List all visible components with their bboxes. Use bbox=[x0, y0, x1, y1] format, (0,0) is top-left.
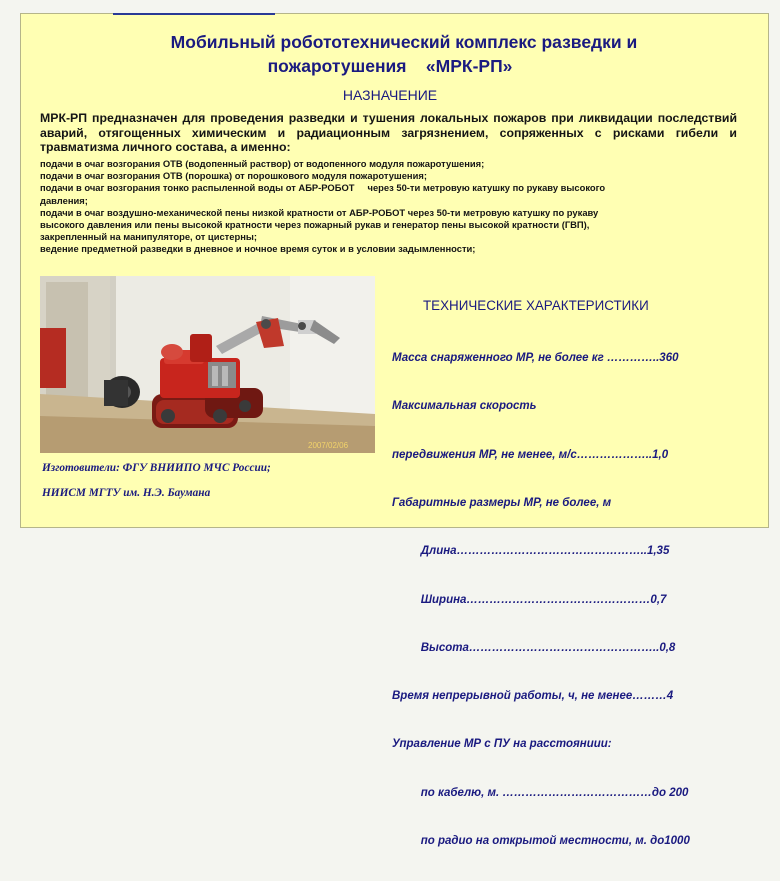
title-line-2 bbox=[0, 54, 780, 78]
spec-line: по радио на открытой местности, м. до1000 bbox=[392, 835, 690, 847]
robot-photo bbox=[40, 276, 375, 453]
spec-line: Высота…………………………………………..0,8 bbox=[392, 641, 676, 654]
purpose-list bbox=[40, 158, 737, 256]
spec-line: передвижения МР, не менее, м/с………………..1,0 bbox=[392, 448, 669, 461]
list-item: подачи в очаг возгорания тонко распыленной воды от АБР-РОБОТ через 50-ти метровую катушку по рукаву высокого bbox=[40, 182, 606, 194]
list-item: подачи в очаг возгорания ОТВ (водопенный раствор) от водопенного модуля пожаротушения; bbox=[40, 158, 485, 169]
spec-line: по кабелю, м. …………………………………до 200 bbox=[392, 786, 689, 799]
title-line-1: Мобильный робототехнический комплекс разведки и bbox=[170, 32, 638, 52]
spec-line: Ширина…………………………………………0,7 bbox=[392, 593, 667, 606]
photo-timestamp: 2007/02/06 bbox=[308, 441, 349, 450]
title-line-2-text: пожаротушения «МРК-РП» bbox=[267, 56, 513, 76]
list-item: подачи в очаг воздушно-механической пены низкой кратности от АБР-РОБОТ через 50-ти метровую катушку по рукаву bbox=[40, 206, 599, 218]
list-item: высокого давления или пены высокой кратности через пожарный рукав и генератор пены высокой кратности (ГВП), bbox=[40, 219, 590, 231]
top-accent-line bbox=[113, 13, 275, 15]
slide-title bbox=[0, 30, 780, 78]
list-item: ведение предметной разведки в дневное и ночное время суток и в условии задымленности; bbox=[40, 243, 476, 255]
spec-line: Масса снаряженного МР, не более кг …………..360 bbox=[392, 352, 679, 365]
purpose-intro: МРК-РП предназначен для проведения разведки и тушения локальных пожаров при ликвидации последствий аварий, отягощенных химическим и радиационным загрязнением, сопряженных с рисками гибели и травматизма личного состава, а именно: bbox=[40, 111, 737, 154]
list-item: давления; bbox=[40, 194, 88, 206]
spec-line: Длина…………………………………………..1,35 bbox=[392, 545, 670, 558]
spec-line: Максимальная скорость bbox=[392, 400, 537, 413]
tech-specs bbox=[392, 318, 690, 881]
manufacturer-line-1: Изготовители: ФГУ ВНИИПО МЧС России; bbox=[42, 462, 271, 474]
purpose-heading-text: НАЗНАЧЕНИЕ bbox=[342, 87, 438, 103]
spec-line: Габаритные размеры МР, не более, м bbox=[392, 497, 612, 510]
manufacturer-line-2: НИИСМ МГТУ им. Н.Э. Баумана bbox=[42, 487, 211, 499]
purpose-heading bbox=[0, 87, 780, 103]
list-item: закрепленный на манипуляторе, от цистерны; bbox=[40, 231, 257, 243]
spec-line: Время непрерывной работы, ч, не менее………4 bbox=[392, 690, 674, 703]
tech-heading: ТЕХНИЧЕСКИЕ ХАРАКТЕРИСТИКИ bbox=[423, 298, 649, 313]
spec-line: Управление МР с ПУ на расстояниии: bbox=[392, 738, 612, 751]
list-item: подачи в очаг возгорания ОТВ (порошка) от порошкового модуля пожаротушения; bbox=[40, 170, 427, 182]
